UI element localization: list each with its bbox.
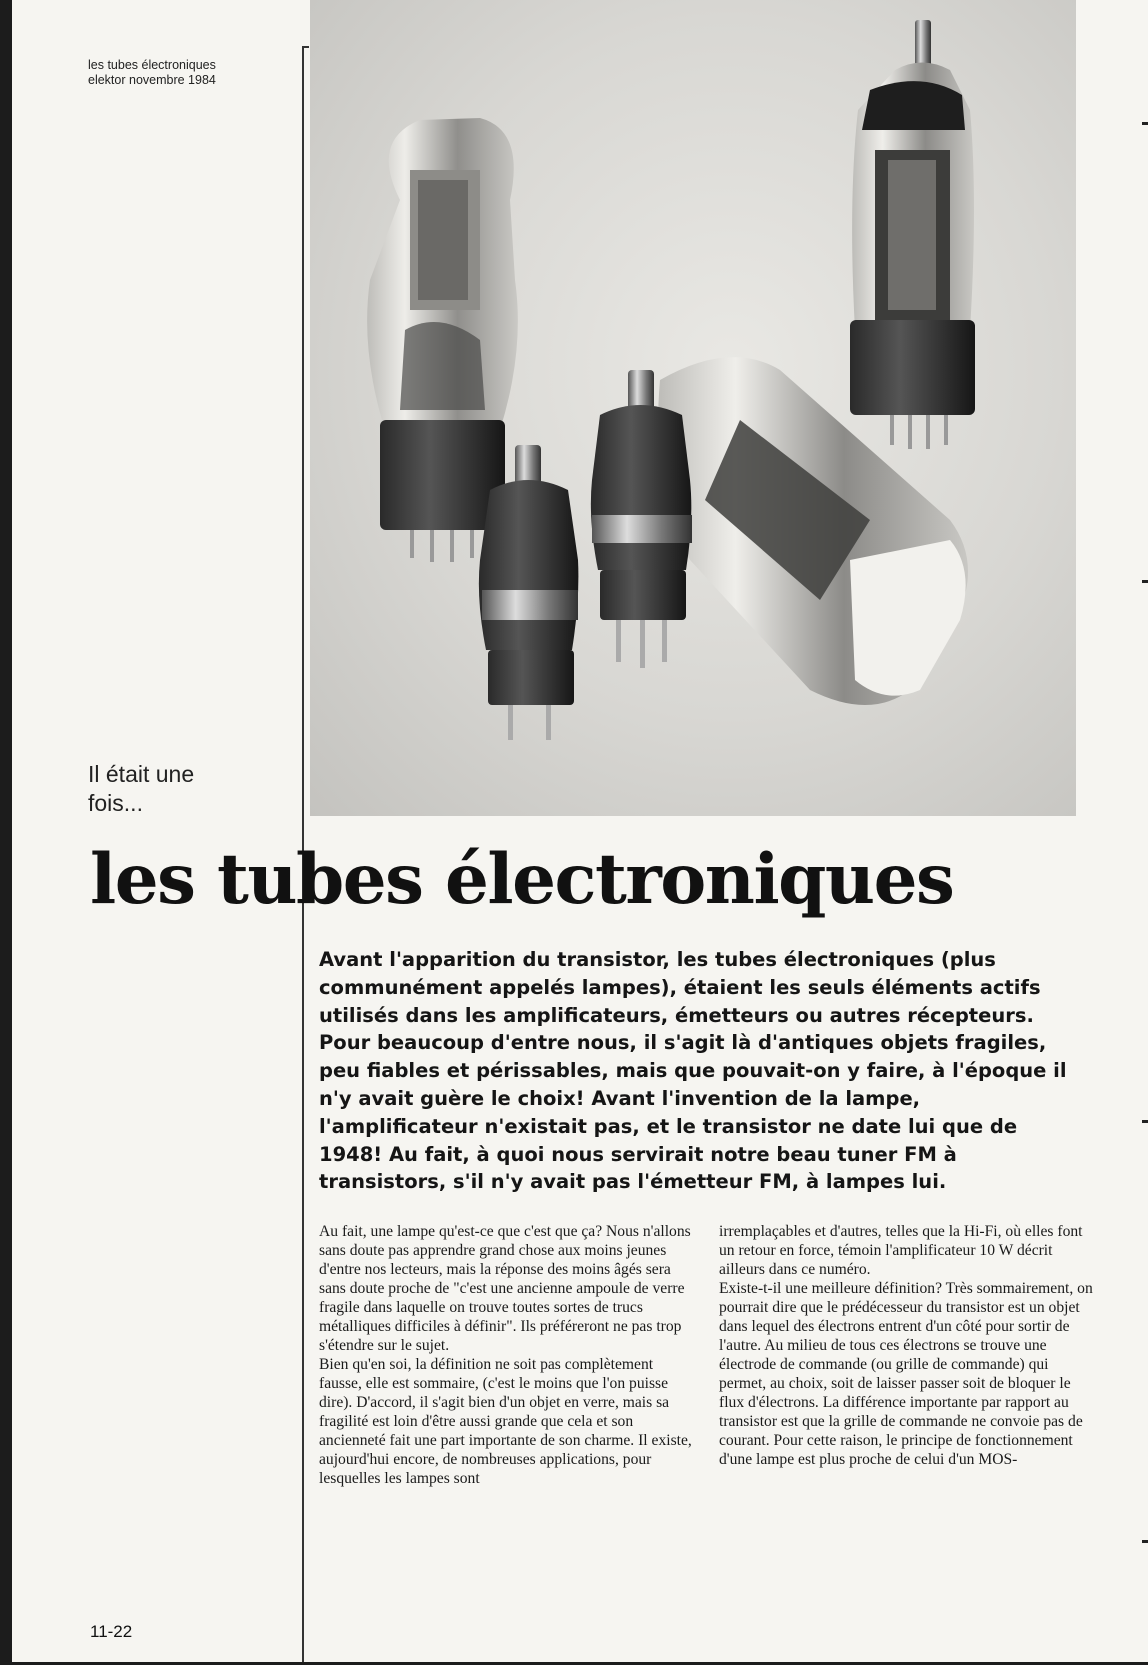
header-section-title: les tubes électroniques <box>88 58 216 72</box>
page-number: 11-22 <box>90 1622 133 1641</box>
pentode-tube <box>850 20 975 449</box>
kicker-line-1: Il était une <box>88 761 195 787</box>
body-column-1 <box>319 1222 697 1488</box>
magazine-page <box>12 0 1148 1662</box>
margin-mark <box>1142 122 1148 125</box>
vacuum-tubes-photo <box>310 0 1076 816</box>
small-tube-front <box>479 445 579 740</box>
margin-mark <box>1142 1540 1148 1543</box>
header-issue: elektor novembre 1984 <box>88 73 216 87</box>
kicker <box>88 760 268 818</box>
lead-paragraph: Avant l'apparition du transistor, les tubes électroniques (plus communément appelés lampes), étaient les seuls éléments actifs utilisés dans les amplificateurs, émetteurs ou autres récepteurs. Pour beaucoup d'entre nous, il s'agit là d'antiques objets fragiles, peu fiables et périssables, mais que pouvait-on y faire, à l'époque il n'y avait guère le choix! Avant l'invention de la lampe, l'amplificateur n'existait pas, et le transistor ne date lui que de 1948! Au fait, à quoi nous servirait notre beau tuner FM à transistors, s'il n'y avait pas l'émetteur FM, à lampes lui. <box>319 948 1067 1194</box>
margin-mark <box>1142 1120 1148 1123</box>
column-1-paragraph-1: Au fait, une lampe qu'est-ce que c'est que ça? Nous n'allons sans doute pas apprendre grand chose aux moins jeunes d'entre nos lecteurs, mais la réponse des moins âgés sera sans doute proche de "c'est une ancienne ampoule de verre fragile dans laquelle on trouve toutes sortes de trucs métalliques difficiles à définir". Ils préféreront ne pas trop s'étendre sur le sujet. <box>319 1223 691 1354</box>
article-title: les tubes électroniques <box>90 839 954 920</box>
column-1-paragraph-2: Bien qu'en soi, la définition ne soit pas complètement fausse, elle est sommaire, (c'est le moins que l'on puisse dire). D'accord, il s'agit bien d'un objet en verre, mais sa fragilité est loin d'être aussi grande que cela et son ancienneté fait une part importante de son charme. Il existe, aujourd'hui encore, de nombreuses applications, pour lesquelles les lampes sont <box>319 1356 692 1487</box>
rule-tick <box>302 46 309 48</box>
small-tube-rear <box>591 370 692 668</box>
column-2-paragraph-2: Existe-t-il une meilleure définition? Très sommairement, on pourrait dire que le prédécesseur du transistor est un objet dans lequel des électrons entrent d'un côté pour sortir de l'autre. Au milieu de tous ces électrons se trouve une électrode de commande (ou grille de commande) qui permet, au choix, soit de laisser passer soit de bloquer le flux d'électrons. La différence importante par rapport au transistor est que la grille de commande ne convoie pas de courant. Pour cette raison, le principe de fonctionnement d'une lampe est plus proche de celui d'un MOS- <box>719 1280 1093 1468</box>
body-column-2 <box>719 1222 1097 1469</box>
margin-mark <box>1142 580 1148 583</box>
running-header <box>88 58 216 88</box>
kicker-line-2: fois... <box>88 790 143 816</box>
column-2-paragraph-1: irremplaçables et d'autres, telles que la Hi-Fi, où elles font un retour en force, témoin l'amplificateur 10 W décrit ailleurs dans ce numéro. <box>719 1223 1083 1278</box>
